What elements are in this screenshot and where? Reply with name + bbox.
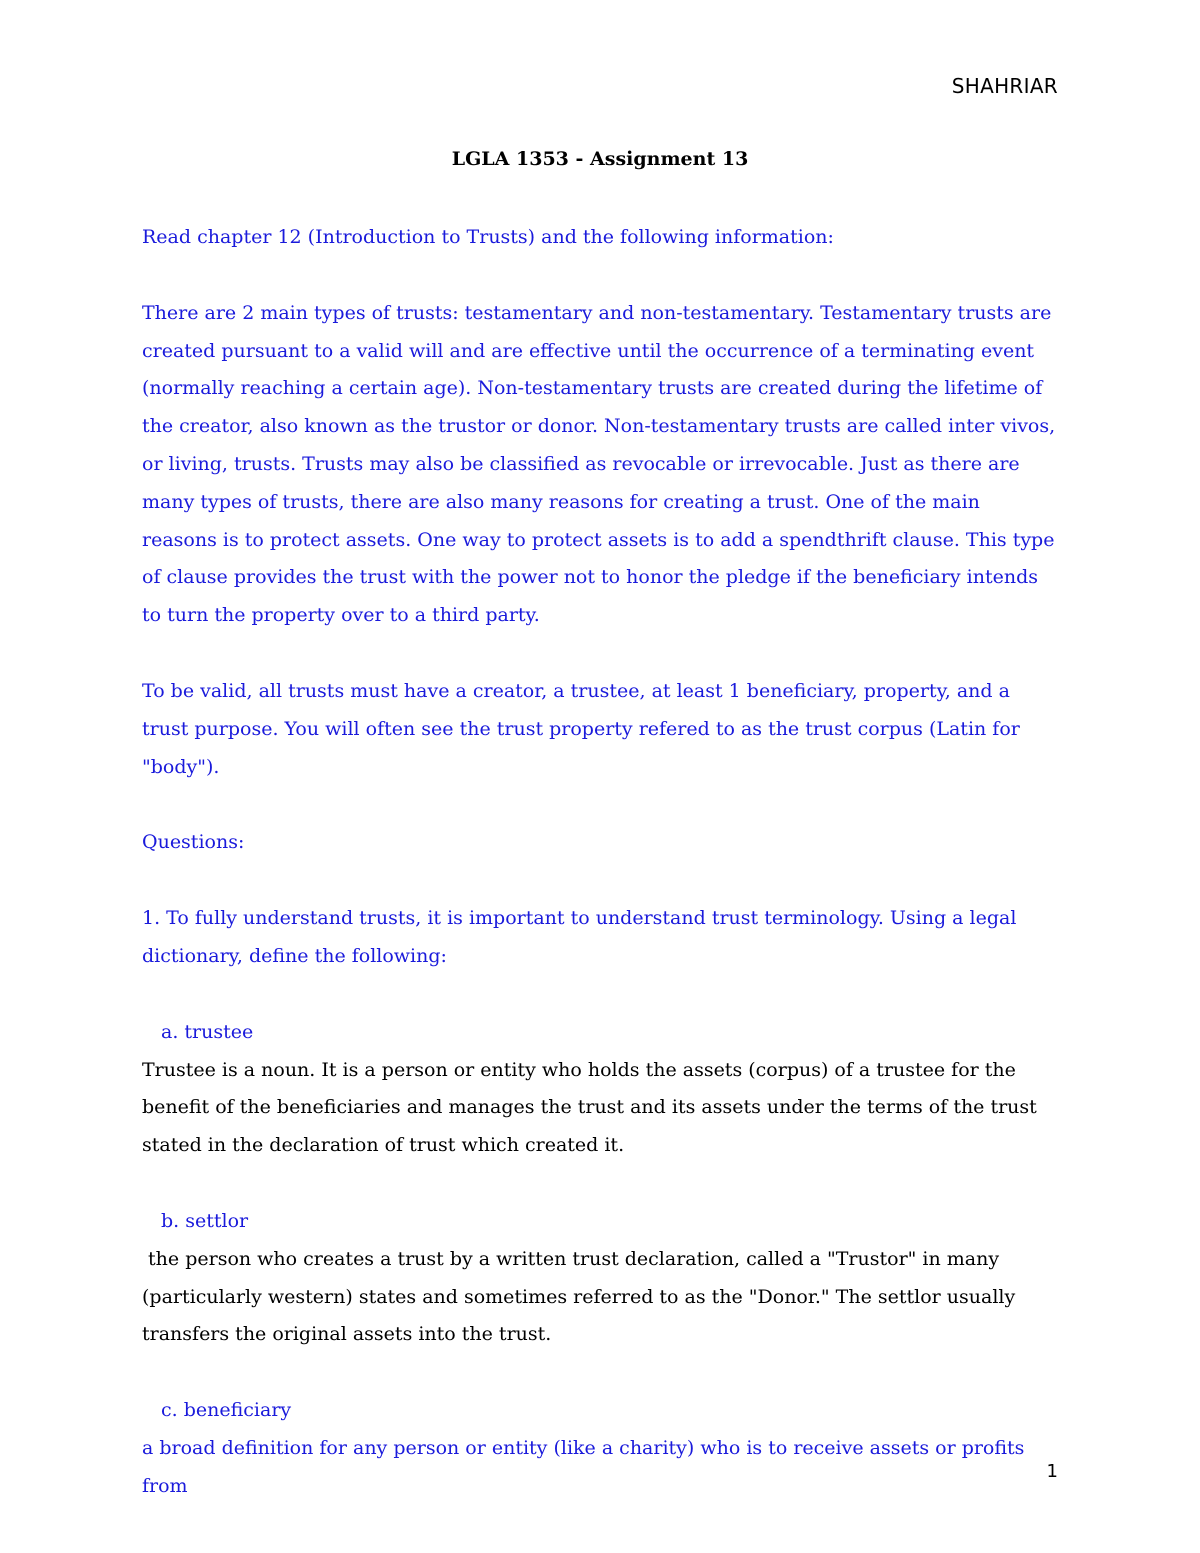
- document-title: LGLA 1353 - Assignment 13: [451, 148, 749, 170]
- item-answer-settlor: the person who creates a trust by a written trust declaration, called a "Trustor" in many (particularly western) states and sometimes referred to as the "Donor." The settlor usually transfers the original assets into the trust.: [142, 1247, 1022, 1346]
- item-answer-trustee: Trustee is a noun. It is a person or entity who holds the assets (corpus) of a trustee for the benefit of the beneficiaries and manages the trust and its assets under the terms of the trust stated in the declaration of trust which created it.: [142, 1058, 1037, 1157]
- question-1: 1. To fully understand trusts, it is important to understand trust terminology. Using a legal dictionary, define the following:: [142, 907, 1017, 967]
- header-author-name: SHAHRIAR: [951, 74, 1058, 98]
- item-label-beneficiary: c. beneficiary: [161, 1399, 292, 1422]
- trust-types-paragraph: There are 2 main types of trusts: testamentary and non-testamentary. Testamentary trusts are created pursuant to a valid will and are effective until the occurrence of a terminating event (normally reaching a certain age). Non-testamentary trusts are created during the lifetime of the creator, also known as the trustor or donor. Non-testamentary trusts are called inter vivos, or living, trusts. Trusts may also be classified as revocable or irrevocable. Just as there are many types of trusts, there are also many reasons for creating a trust. One of the main reasons is to protect assets. One way to protect assets is to add a spendthrift clause. This type of clause provides the trust with the power not to honor the pledge if the beneficiary intends to turn the property over to a third party.: [142, 301, 1056, 627]
- item-label-trustee: a. trustee: [161, 1020, 254, 1043]
- intro-paragraph: Read chapter 12 (Introduction to Trusts) and the following information:: [142, 226, 834, 248]
- document-body: [142, 145, 1058, 1506]
- questions-heading: Questions:: [142, 831, 245, 854]
- trust-validity-paragraph: To be valid, all trusts must have a creator, a trustee, at least 1 beneficiary, property, and a trust purpose. You will often see the trust property refered to as the trust corpus (Latin for "body").: [142, 679, 1020, 778]
- item-label-settlor: b. settlor: [161, 1209, 249, 1232]
- page-number: 1: [1046, 1461, 1058, 1482]
- item-answer-beneficiary: a broad definition for any person or entity (like a charity) who is to receive assets or profits from: [142, 1436, 1025, 1497]
